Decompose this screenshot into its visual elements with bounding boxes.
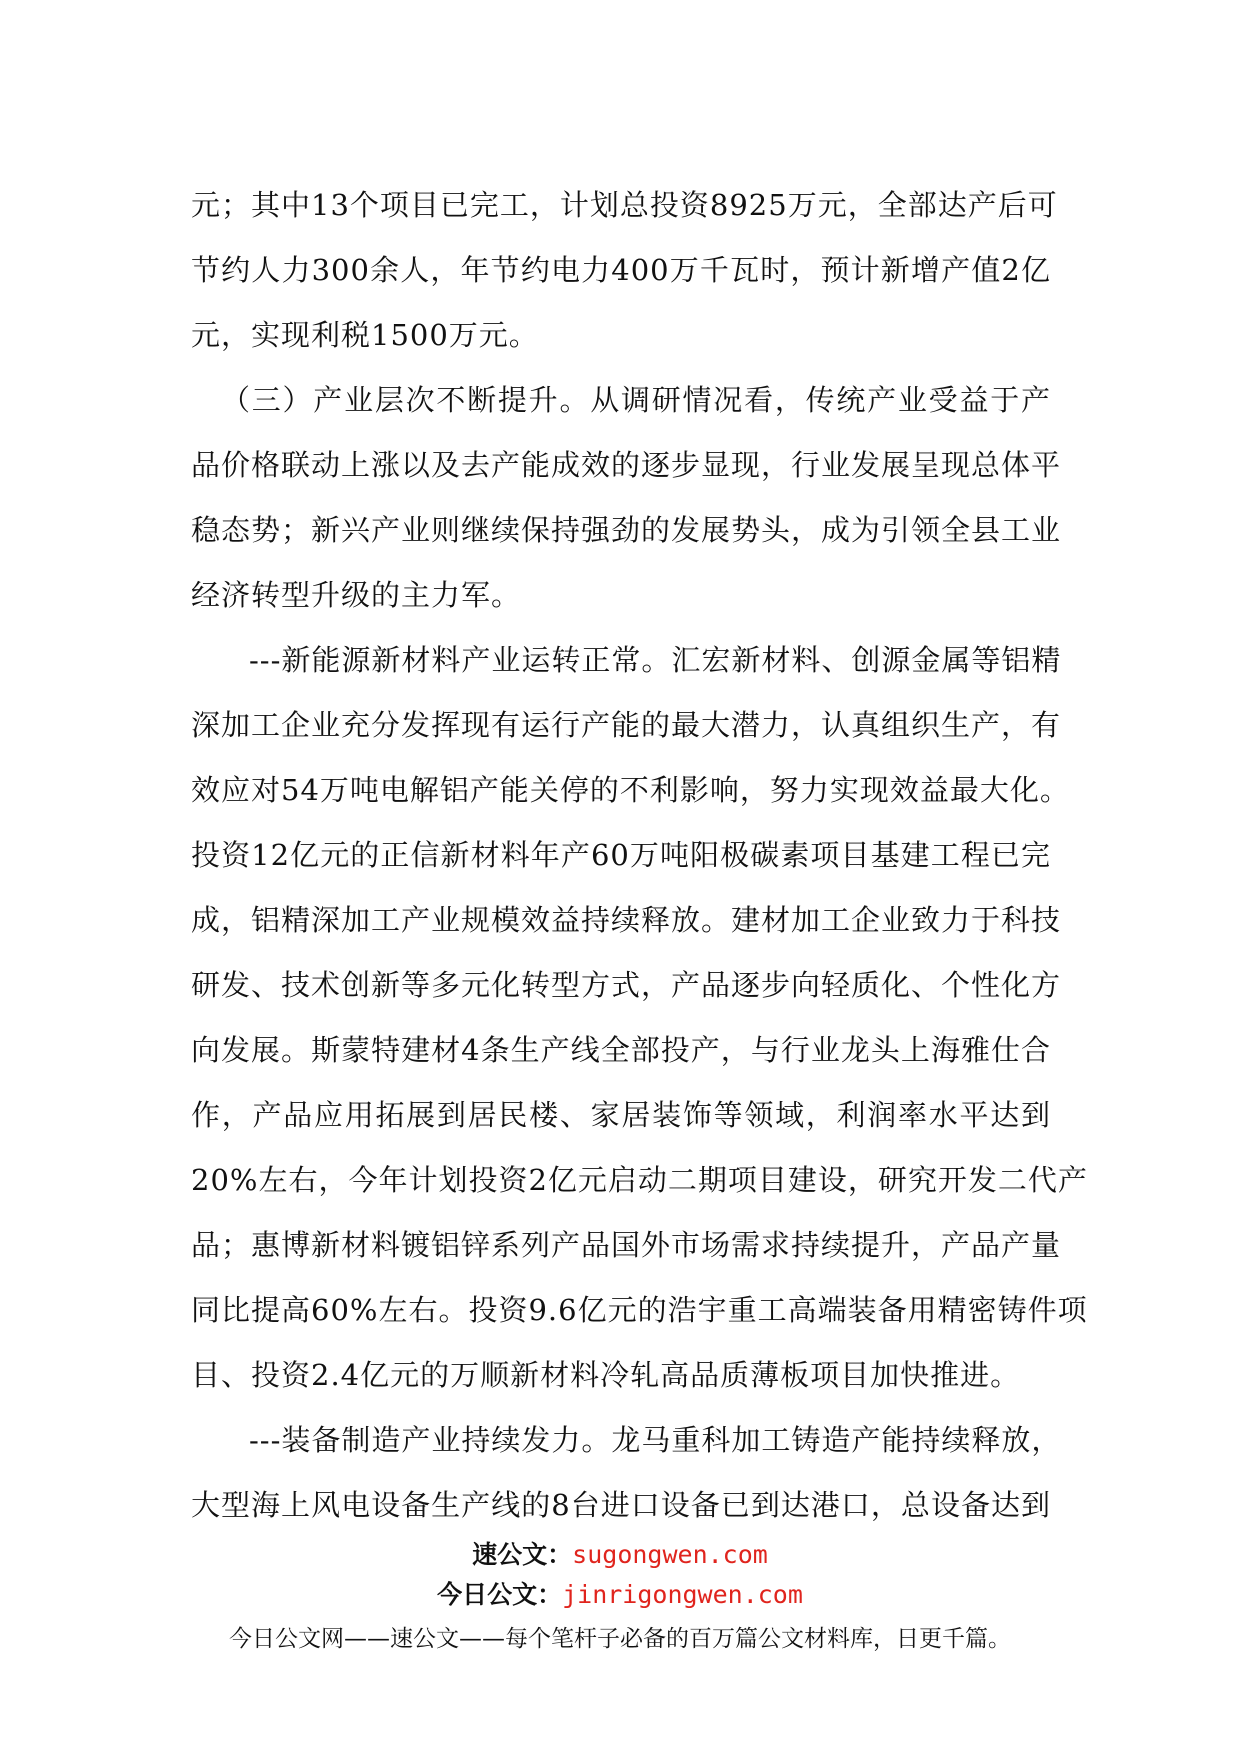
text-line: 20%左右，今年计划投资2亿元启动二期项目建设，研究开发二代产 [191,1163,1088,1197]
text-line: ---新能源新材料产业运转正常。汇宏新材料、创源金属等铝精 [249,643,1062,677]
text-line: 投资12亿元的正信新材料年产60万吨阳极碳素项目基建工程已完 [191,838,1051,872]
text-line: 大型海上风电设备生产线的8台进口设备已到达港口，总设备达到 [191,1488,1051,1522]
footer-slogan [0,1620,1240,1653]
footer-jinri [0,1575,1240,1611]
text-line: 稳态势；新兴产业则继续保持强劲的发展势头，成为引领全县工业 [191,513,1062,547]
footer-sugongwen [0,1535,1240,1571]
slogan-text: 今日公文网——速公文——每个笔杆子必备的百万篇公文材料库，日更千篇。 [229,1626,1011,1652]
sugongwen-link[interactable]: sugongwen.com [572,1540,768,1569]
text-line: 同比提高60%左右。投资9.6亿元的浩宇重工高端装备用精密铸件项 [191,1293,1088,1327]
text-line: 深加工企业充分发挥现有运行产能的最大潜力，认真组织生产，有 [191,708,1062,742]
jinri-link[interactable]: jinrigongwen.com [562,1580,803,1609]
document-body [191,173,1088,1538]
jinri-label: 今日公文： [437,1580,563,1609]
text-line: 元，实现利税1500万元。 [191,318,539,352]
text-line: 元；其中13个项目已完工，计划总投资8925万元，全部达产后可 [191,188,1058,222]
text-line: 向发展。斯蒙特建材4条生产线全部投产，与行业龙头上海雅仕合 [191,1033,1051,1067]
text-line: 研发、技术创新等多元化转型方式，产品逐步向轻质化、个性化方 [191,968,1062,1002]
text-line: 效应对54万吨电解铝产能关停的不利影响，努力实现效益最大化。 [191,773,1070,807]
text-line: 作，产品应用拓展到居民楼、家居装饰等领域，利润率水平达到 [191,1098,1051,1132]
text-line: 品价格联动上涨以及去产能成效的逐步显现，行业发展呈现总体平 [191,448,1062,482]
section-heading-line: （三）产业层次不断提升。从调研情况看，传统产业受益于产 [221,383,1051,417]
text-line: 节约人力300余人，年节约电力400万千瓦时，预计新增产值2亿 [191,253,1051,287]
text-line: 成，铝精深加工产业规模效益持续释放。建材加工企业致力于科技 [191,903,1062,937]
text-line: 经济转型升级的主力军。 [191,578,522,612]
sugongwen-label: 速公文： [472,1540,573,1569]
text-line: 目、投资2.4亿元的万顺新材料冷轧高品质薄板项目加快推进。 [191,1358,1021,1392]
text-line: 品；惠博新材料镀铝锌系列产品国外市场需求持续提升，产品产量 [191,1228,1062,1262]
text-line: ---装备制造产业持续发力。龙马重科加工铸造产能持续释放， [249,1423,1062,1457]
